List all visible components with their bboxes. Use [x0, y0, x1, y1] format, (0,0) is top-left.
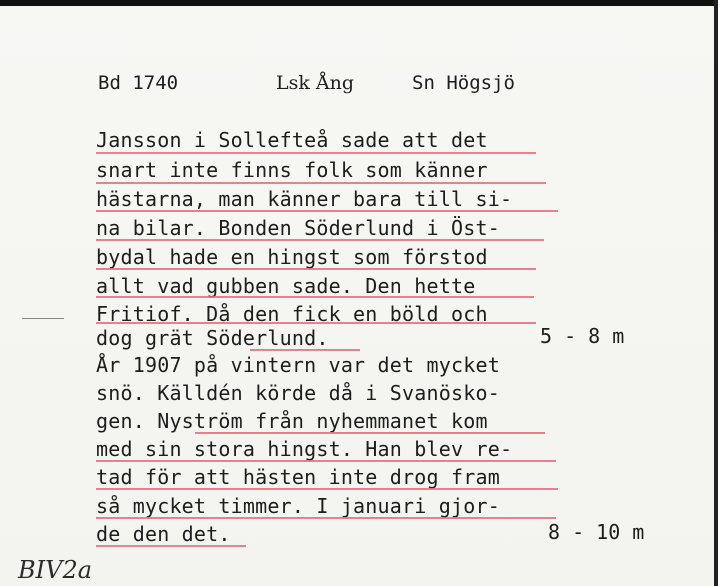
text-line-13: tad för att hästen inte drog fram [96, 465, 500, 489]
card-top-edge [0, 0, 718, 6]
text-line-8: dog grät Söderlund. [96, 326, 329, 350]
parish-label: Lsk Ång [276, 72, 355, 94]
text-line-7: Fritiof. Då den fick en böld och [96, 302, 488, 326]
underline [96, 517, 556, 519]
underline [96, 210, 558, 212]
underline [195, 432, 545, 434]
underline [96, 460, 556, 462]
text-line-10: snö. Källdén körde då i Svanösko- [96, 381, 500, 405]
underline [96, 322, 536, 324]
underline [250, 349, 360, 351]
underline [96, 239, 544, 241]
page-ref-first: 5 - 8 m [540, 324, 625, 348]
record-code: Bd 1740 [98, 72, 179, 94]
text-line-14: så mycket timmer. I januari gjor- [96, 494, 500, 518]
underline [96, 488, 558, 490]
text-line-6: allt vad gubben sade. Den hette [96, 274, 476, 298]
handwritten-note: BIV2a [18, 556, 93, 584]
text-line-15: de den det. [96, 522, 231, 546]
text-line-5: bydal hade en hingst som förstod [96, 245, 488, 269]
text-line-9: År 1907 på vintern var det mycket [96, 353, 500, 377]
text-line-4: na bilar. Bonden Söderlund i Öst- [96, 216, 500, 240]
underline [96, 545, 246, 547]
parish-name: Sn Högsjö [412, 72, 515, 94]
underline [96, 296, 534, 298]
page-ref-second: 8 - 10 m [548, 520, 645, 544]
text-line-3: hästarna, man känner bara till si- [96, 187, 513, 211]
text-line-2: snart inte finns folk som känner [96, 158, 488, 182]
card-right-edge [714, 0, 718, 586]
text-line-12: med sin stora hingst. Han blev re- [96, 437, 513, 461]
underline [96, 182, 546, 184]
text-line-1: Jansson i Sollefteå sade att det [96, 128, 488, 152]
underline [96, 268, 536, 270]
text-line-11: gen. Nyström från nyhemmanet kom [96, 409, 488, 433]
underline [96, 152, 536, 154]
margin-dash [22, 318, 64, 319]
